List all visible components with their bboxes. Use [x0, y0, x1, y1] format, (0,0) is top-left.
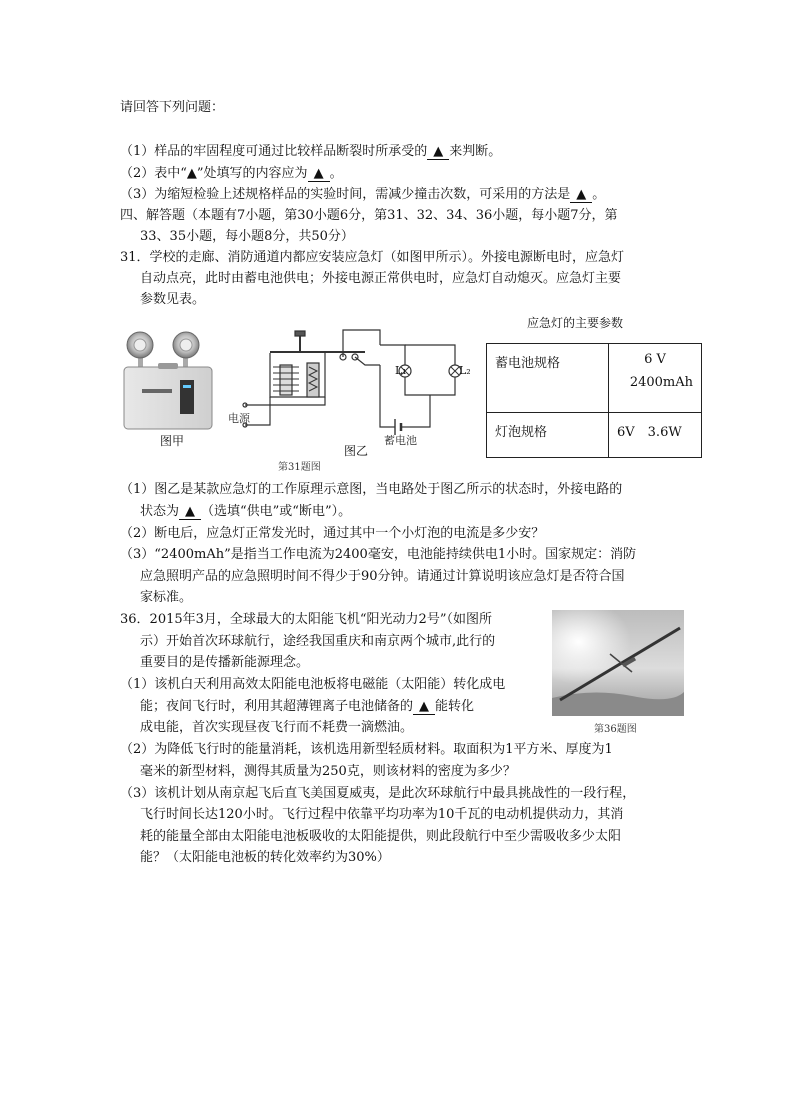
q36-part3-line3: 耗的能量全部由太阳能电池板吸收的太阳能提供，则此段航行中至少需吸收多少太阳	[140, 829, 622, 844]
q31-stem-line1: 31．学校的走廊、消防通道内都应安装应急灯（如图甲所示）。外接电源断电时，应急灯	[120, 250, 625, 265]
q30-part1-text: （1）样品的牢固程度可通过比较样品断裂时所承受的	[120, 144, 428, 159]
q36-stem-line2: 示）开始首次环球航行，途经我国重庆和南京两个城市,此行的	[140, 634, 496, 649]
q30-part1-tail: 来判断。	[449, 144, 502, 159]
solar-plane-photo	[552, 610, 684, 716]
circuit-diagram	[225, 325, 465, 455]
q30-part2-text: （2）表中“▲”处填写的内容应为	[120, 166, 308, 181]
table-cell-label: 灯泡规格	[487, 413, 609, 458]
q36-part1-line2	[140, 697, 474, 717]
q31-stem-line3: 参数见表。	[140, 292, 206, 307]
q36-part2-line2: 毫米的新型材料，测得其质量为250克，则该材料的密度为多少？	[140, 764, 516, 779]
answer-blank: ▲	[427, 145, 449, 160]
fig31-caption: 第31题图	[278, 462, 321, 473]
table-cell-value	[609, 344, 702, 413]
q36-part2-line1: （2）为降低飞行时的能量消耗，该机选用新型轻质材料。取面积为1平方米、厚度为1	[120, 742, 613, 757]
table-row	[487, 344, 702, 413]
battery-capacity: 2400mAh	[629, 375, 693, 390]
battery-label: 蓄电池	[384, 434, 417, 447]
table-title: 应急灯的主要参数	[527, 316, 624, 330]
q31-part3-line1: （3）“2400mAh”是指当工作电流为2400毫安，电池能持续供电1小时。国家规定：消防	[120, 547, 637, 562]
power-label: 电源	[228, 412, 250, 425]
q31-part1-line2	[140, 502, 351, 522]
q36-part3-line2: 飞行时间长达120小时。飞行过程中依靠平均功率为10千瓦的电动机提供动力，其消	[140, 807, 624, 822]
q30-part3-tail: 。	[592, 187, 606, 202]
q36-part3-line4: 能？（太阳能电池板的转化效率约为30%）	[140, 850, 390, 865]
q36-stem-line3: 重要目的是传播新能源理念。	[140, 655, 310, 670]
fig36-caption: 第36题图	[594, 724, 637, 735]
q36-part3-line1: （3）该机计划从南京起飞后直飞美国夏威夷，是此次环球航行中最具挑战性的一段行程，	[120, 786, 636, 801]
section4-heading: 四、解答题（本题有7小题，第30小题6分，第31、32、34、36小题，每小题7分，第	[120, 208, 618, 223]
answer-blank: ▲	[570, 188, 592, 203]
q31-part3-line2: 应急照明产品的应急照明时间不得少于90分钟。请通过计算说明该应急灯是否符合国	[140, 569, 625, 584]
q30-part2-tail: 。	[329, 166, 343, 181]
q36-part1-tail: 能转化	[435, 699, 475, 714]
lamp-l1-label: L₁	[395, 364, 407, 377]
q36-stem-line1: 36．2015年3月，全球最大的太阳能飞机“阳光动力2号”（如图所	[120, 612, 492, 627]
table-cell-label: 蓄电池规格	[487, 344, 609, 413]
answer-blank: ▲	[179, 505, 201, 520]
emergency-light-photo	[118, 325, 218, 435]
q36-part1-line3: 成电能，首次实现昼夜飞行而不耗费一滴燃油。	[140, 720, 414, 735]
q30-part1	[120, 142, 501, 162]
intro-text: 请回答下列问题：	[120, 100, 225, 115]
lamp-l2-label: L₂	[459, 364, 471, 377]
q31-part1-tail: （选填“供电”或“断电”）。	[201, 504, 352, 519]
q31-part3-line3: 家标准。	[140, 590, 193, 605]
q30-part2	[120, 164, 343, 184]
q30-part3-text: （3）为缩短检验上述规格样品的实验时间，需减少撞击次数，可采用的方法是	[120, 187, 571, 202]
q30-part3	[120, 185, 605, 205]
q36-part1-line1: （1）该机白天利用高效太阳能电池板将电磁能（太阳能）转化成电	[120, 677, 506, 692]
section4-heading-cont: 33、35小题，每小题8分，共50分）	[140, 229, 354, 244]
q31-part2: （2）断电后，应急灯正常发光时，通过其中一个小灯泡的电流是多少安？	[120, 526, 545, 541]
table-cell-value: 6V 3.6W	[609, 413, 702, 458]
q36-part1-text: 能；夜间飞行时，利用其超薄锂离子电池储备的	[140, 699, 414, 714]
parameter-table	[486, 343, 702, 458]
q31-part1-line1: （1）图乙是某款应急灯的工作原理示意图，当电路处于图乙所示的状态时，外接电路的	[120, 482, 623, 497]
q31-stem-line2: 自动点亮，此时由蓄电池供电；外接电源正常供电时，应急灯自动熄灭。应急灯主要	[140, 271, 622, 286]
table-row	[487, 413, 702, 458]
answer-blank: ▲	[413, 700, 435, 715]
answer-blank: ▲	[308, 167, 330, 182]
fig-b-label: 图乙	[344, 444, 369, 458]
battery-voltage: 6 V	[644, 352, 666, 367]
fig-a-label: 图甲	[160, 434, 185, 448]
q31-part1-text: 状态为	[140, 504, 180, 519]
